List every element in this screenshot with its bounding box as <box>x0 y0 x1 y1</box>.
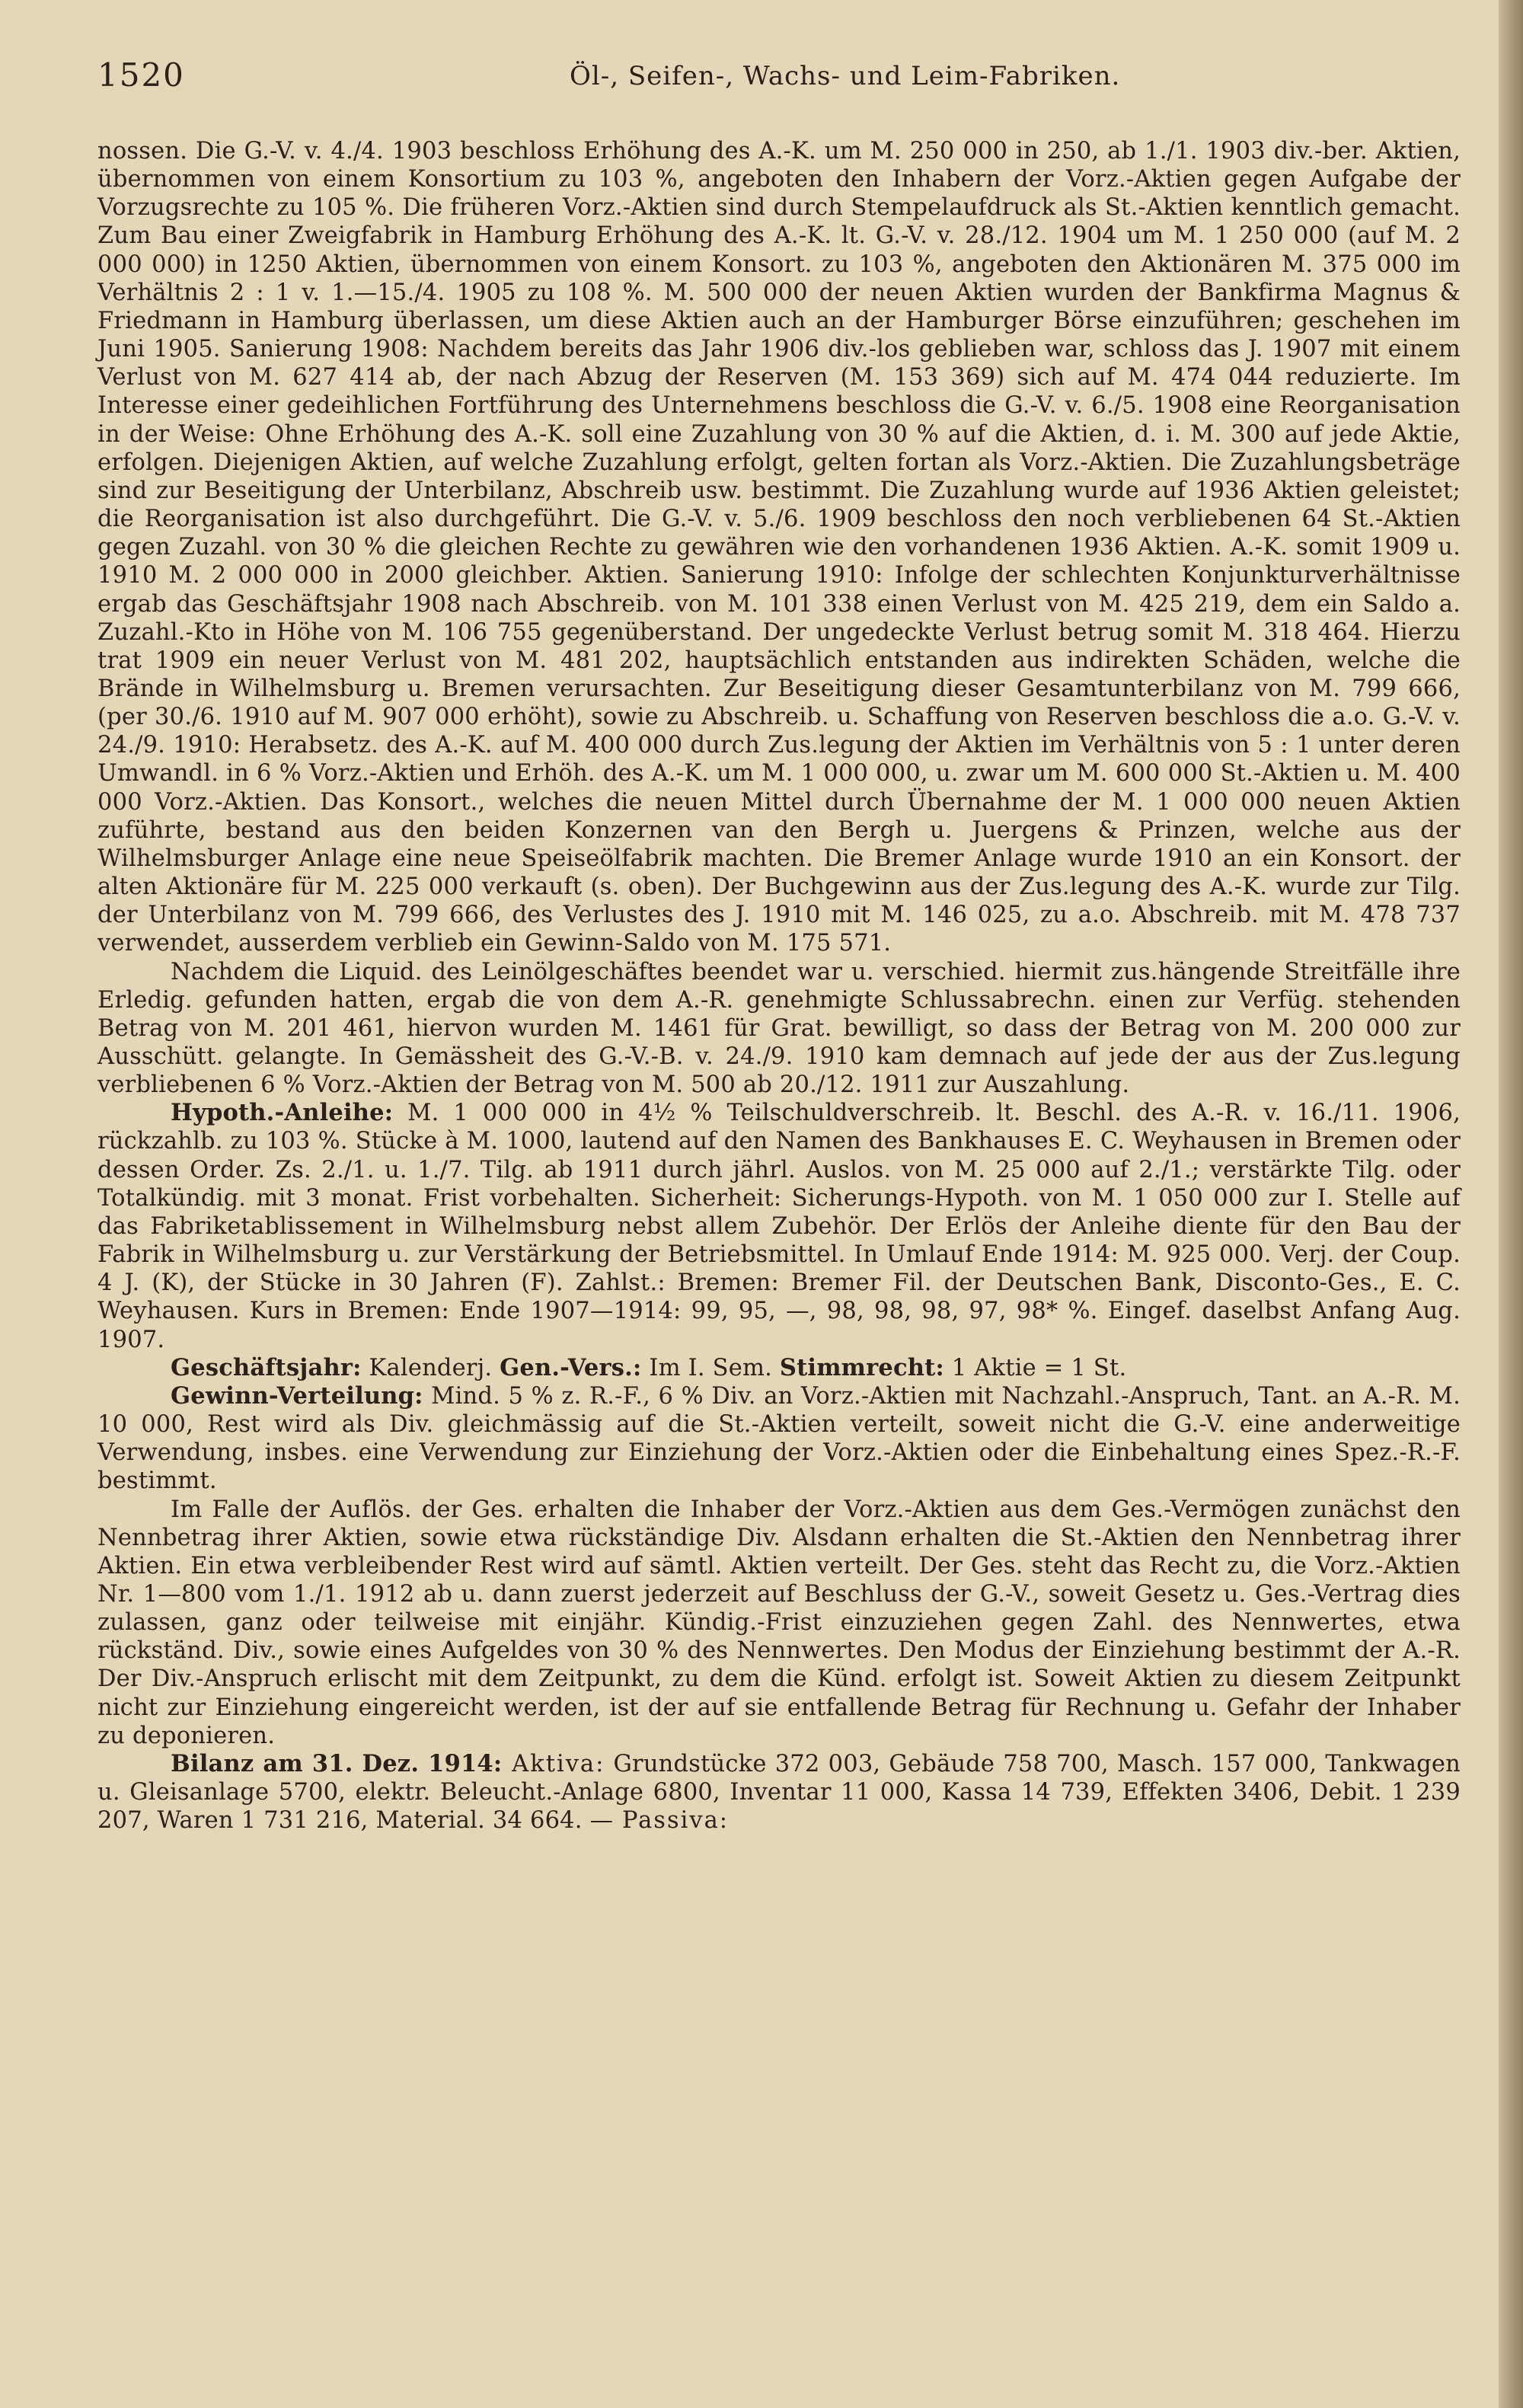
section-label-general-meeting: Gen.-Vers.: <box>500 1353 642 1381</box>
voting-right-value: 1 Aktie = 1 St. <box>943 1354 1127 1381</box>
paragraph-text: Nachdem die Liquid. des Leinölgeschäftes beendet war u. verschied. hiermit zus.hängende Streitfälle ihre Erledig. gefunden hatten, ergab die von dem A.-R. genehmigte Schlussabrechn. einen zur Verfüg. stehenden Betrag von M. 201 461, hiervon wurden M. 1461 für Grat. bewilligt, so dass der Betrag von M. 200 000 zur Ausschütt. gelangte. In Gemässheit des G.-V.-B. v. 24./9. 1910 kam demnach auf jede der aus der Zus.legung verbliebenen 6 % Vorz.-Aktien der Betrag von M. 500 ab 20./12. 1911 zur Auszahlung. <box>97 958 1461 1099</box>
paragraph-liquidation <box>97 958 1461 1100</box>
paragraph-fiscal-year <box>97 1354 1461 1382</box>
paragraph-dissolution <box>97 1496 1461 1750</box>
paragraph-profit-distribution <box>97 1382 1461 1496</box>
general-meeting-value: Im I. Sem. <box>641 1354 780 1381</box>
paragraph-text: nossen. Die G.-V. v. 4./4. 1903 beschloss Erhöhung des A.-K. um M. 250 000 in 250, ab 1./1. 1903 div.-ber. Aktien, übernommen von einem Konsortium zu 103 %, angeboten den Inhabern der Vorz.-Aktien gegen Aufgabe der Vorzugsrechte zu 105 %. Die früheren Vorz.-Aktien sind durch Stempelaufdruck als St.-Aktien kenntlich gemacht. Zum Bau einer Zweigfabrik in Hamburg Erhöhung des A.-K. lt. G.-V. v. 28./12. 1904 um M. 1 250 000 (auf M. 2 000 000) in 1250 Aktien, übernommen von einem Konsort. zu 103 %, angeboten den Aktionären M. 375 000 im Verhältnis 2 : 1 v. 1.—15./4. 1905 zu 108 %. M. 500 000 der neuen Aktien wurden der Bankfirma Magnus & Friedmann in Hamburg überlassen, um diese Aktien auch an der Hamburger Börse einzuführen; geschehen im Juni 1905. Sanierung 1908: Nachdem bereits das Jahr 1906 div.-los geblieben war, schloss das J. 1907 mit einem Verlust von M. 627 414 ab, der nach Abzug der Reserven (M. 153 369) sich auf M. 474 044 reduzierte. Im Interesse einer gedeihlichen Fortführung des Unternehmens beschloss die G.-V. v. 6./5. 1908 eine Reorganisation in der Weise: Ohne Erhöhung des A.-K. soll eine Zuzahlung von 30 % auf die Aktien, d. i. M. 300 auf jede Aktie, erfolgen. Diejenigen Aktien, auf welche Zuzahlung erfolgt, gelten fortan als Vorz.-Aktien. Die Zuzahlungsbeträge sind zur Beseitigung der Unterbilanz, Abschreib usw. bestimmt. Die Zuzahlung wurde auf 1936 Aktien geleistet; die Reorganisation ist also durchgeführt. Die G.-V. v. 5./6. 1909 beschloss den noch verbliebenen 64 St.-Aktien gegen Zuzahl. von 30 % die gleichen Rechte zu gewähren wie den vorhandenen 1936 Aktien. A.-K. somit 1909 u. 1910 M. 2 000 000 in 2000 gleichber. Aktien. Sanierung 1910: Infolge der schlechten Konjunkturverhältnisse ergab das Geschäftsjahr 1908 nach Abschreib. von M. 101 338 einen Verlust von M. 425 219, dem ein Saldo a. Zuzahl.-Kto in Höhe von M. 106 755 gegenüberstand. Der ungedeckte Verlust betrug somit M. 318 464. Hierzu trat 1909 ein neuer Verlust von M. 481 202, hauptsächlich entstanden aus indirekten Schäden, welche die Brände in Wilhelmsburg u. Bremen verursachten. Zur Beseitigung dieser Gesamtunterbilanz von M. 799 666, (per 30./6. 1910 auf M. 907 000 erhöht), sowie zu Abschreib. u. Schaffung von Reserven beschloss die a.o. G.-V. v. 24./9. 1910: Herabsetz. des A.-K. auf M. 400 000 durch Zus.legung der Aktien im Verhältnis von 5 : 1 unter deren Umwandl. in 6 % Vorz.-Aktien und Erhöh. des A.-K. um M. 1 000 000, u. zwar um M. 600 000 St.-Aktien u. M. 400 000 Vorz.-Aktien. Das Konsort., welches die neuen Mittel durch Übernahme der M. 1 000 000 neuen Aktien zuführte, bestand aus den beiden Konzernen van den Bergh u. Juergens & Prinzen, welche aus der Wilhelmsburger Anlage eine neue Speiseölfabrik machten. Die Bremer Anlage wurde 1910 an ein Konsort. der alten Aktionäre für M. 225 000 verkauft (s. oben). Der Buchgewinn aus der Zus.legung des A.-K. wurde zur Tilg. der Unterbilanz von M. 799 666, des Verlustes des J. 1910 mit M. 146 025, zu a.o. Abschreib. mit M. 478 737 verwendet, ausserdem verblieb ein Gewinn-Saldo von M. 175 571. <box>97 138 1461 957</box>
section-label-balance-sheet: Bilanz am 31. Dez. 1914: <box>171 1749 503 1777</box>
paragraph-capital-history <box>97 137 1461 958</box>
paragraph-balance-sheet <box>97 1750 1461 1835</box>
page-header <box>97 56 1461 102</box>
section-label-voting-right: Stimmrecht: <box>779 1353 944 1381</box>
running-title: Öl-, Seifen-, Wachs- und Leim-Fabriken. <box>570 61 1121 91</box>
section-label-mortgage-loan: Hypoth.-Anleihe: <box>171 1099 394 1127</box>
fiscal-year-value: Kalenderj. <box>361 1354 500 1381</box>
section-label-fiscal-year: Geschäftsjahr: <box>171 1353 362 1381</box>
paragraph-mortgage-loan <box>97 1099 1461 1353</box>
liabilities-label: Passiva: <box>613 1807 730 1835</box>
paragraph-text: Mind. 5 % z. R.-F., 6 % Div. an Vorz.-Aktien mit Nachzahl.-Anspruch, Tant. an A.-R. M. 10 000, Rest wird als Div. gleichmässig auf die St.-Aktien verteilt, soweit nicht die G.-V. eine anderweitige Verwendung, insbes. eine Verwendung zur Einziehung der Vorz.-Aktien oder die Einbehaltung eines Spez.-R.-F. bestimmt. <box>97 1382 1461 1495</box>
paragraph-text: Grundstücke 372 003, Gebäude 758 700, Masch. 157 000, Tankwagen u. Gleisanlage 5700, elektr. Beleucht.-Anlage 6800, Inventar 11 000, Kassa 14 739, Effekten 3406, Debit. 1 239 207, Waren 1 731 216, Material. 34 664. — <box>97 1750 1461 1835</box>
section-label-profit-distribution: Gewinn-Verteilung: <box>171 1381 423 1410</box>
paragraph-text: Im Falle der Auflös. der Ges. erhalten die Inhaber der Vorz.-Aktien aus dem Ges.-Vermögen zunächst den Nennbetrag ihrer Aktien, sowie etwa rückständige Div. Alsdann erhalten die St.-Aktien den Nennbetrag ihrer Aktien. Ein etwa verbleibender Rest wird auf sämtl. Aktien verteilt. Der Ges. steht das Recht zu, die Vorz.-Aktien Nr. 1—800 vom 1./1. 1912 ab u. dann zuerst jederzeit auf Beschluss der G.-V., soweit Gesetz u. Ges.-Vertrag dies zulassen, ganz oder teilweise mit einjähr. Kündig.-Frist einzuziehen gegen Zahl. des Nennwertes, etwa rückständ. Div., sowie eines Aufgeldes von 30 % des Nennwertes. Den Modus der Einziehung bestimmt der A.-R. Der Div.-Anspruch erlischt mit dem Zeitpunkt, zu dem die Künd. erfolgt ist. Soweit Aktien zu diesem Zeitpunkt nicht zur Einziehung eingereicht werden, ist der auf sie entfallende Betrag für Rechnung u. Gefahr der Inhaber zu deponieren. <box>97 1496 1461 1749</box>
paragraph-text: M. 1 000 000 in 4½ % Teilschuldverschreib. lt. Beschl. des A.-R. v. 16./11. 1906, rückzahlb. zu 103 %. Stücke à M. 1000, lautend auf den Namen des Bankhauses E. C. Weyhausen in Bremen oder dessen Order. Zs. 2./1. u. 1./7. Tilg. ab 1911 durch jährl. Auslos. von M. 25 000 auf 2./1.; verstärkte Tilg. oder Totalkündig. mit 3 monat. Frist vorbehalten. Sicherheit: Sicherungs-Hypoth. von M. 1 050 000 zur I. Stelle auf das Fabriketablissement in Wilhelmsburg nebst allem Zubehör. Der Erlös der Anleihe diente für den Bau der Fabrik in Wilhelmsburg u. zur Verstärkung der Betriebsmittel. In Umlauf Ende 1914: M. 925 000. Verj. der Coup. 4 J. (K), der Stücke in 30 Jahren (F). Zahlst.: Bremen: Bremer Fil. der Deutschen Bank, Disconto-Ges., E. C. Weyhausen. Kurs in Bremen: Ende 1907—1914: 99, 95, —, 98, 98, 98, 97, 98* %. Eingef. daselbst Anfang Aug. 1907. <box>97 1100 1461 1353</box>
page-body <box>97 137 1461 1835</box>
page-edge-shadow <box>1499 0 1523 2408</box>
assets-label: Aktiva: <box>502 1750 605 1777</box>
page-number: 1520 <box>97 56 185 94</box>
